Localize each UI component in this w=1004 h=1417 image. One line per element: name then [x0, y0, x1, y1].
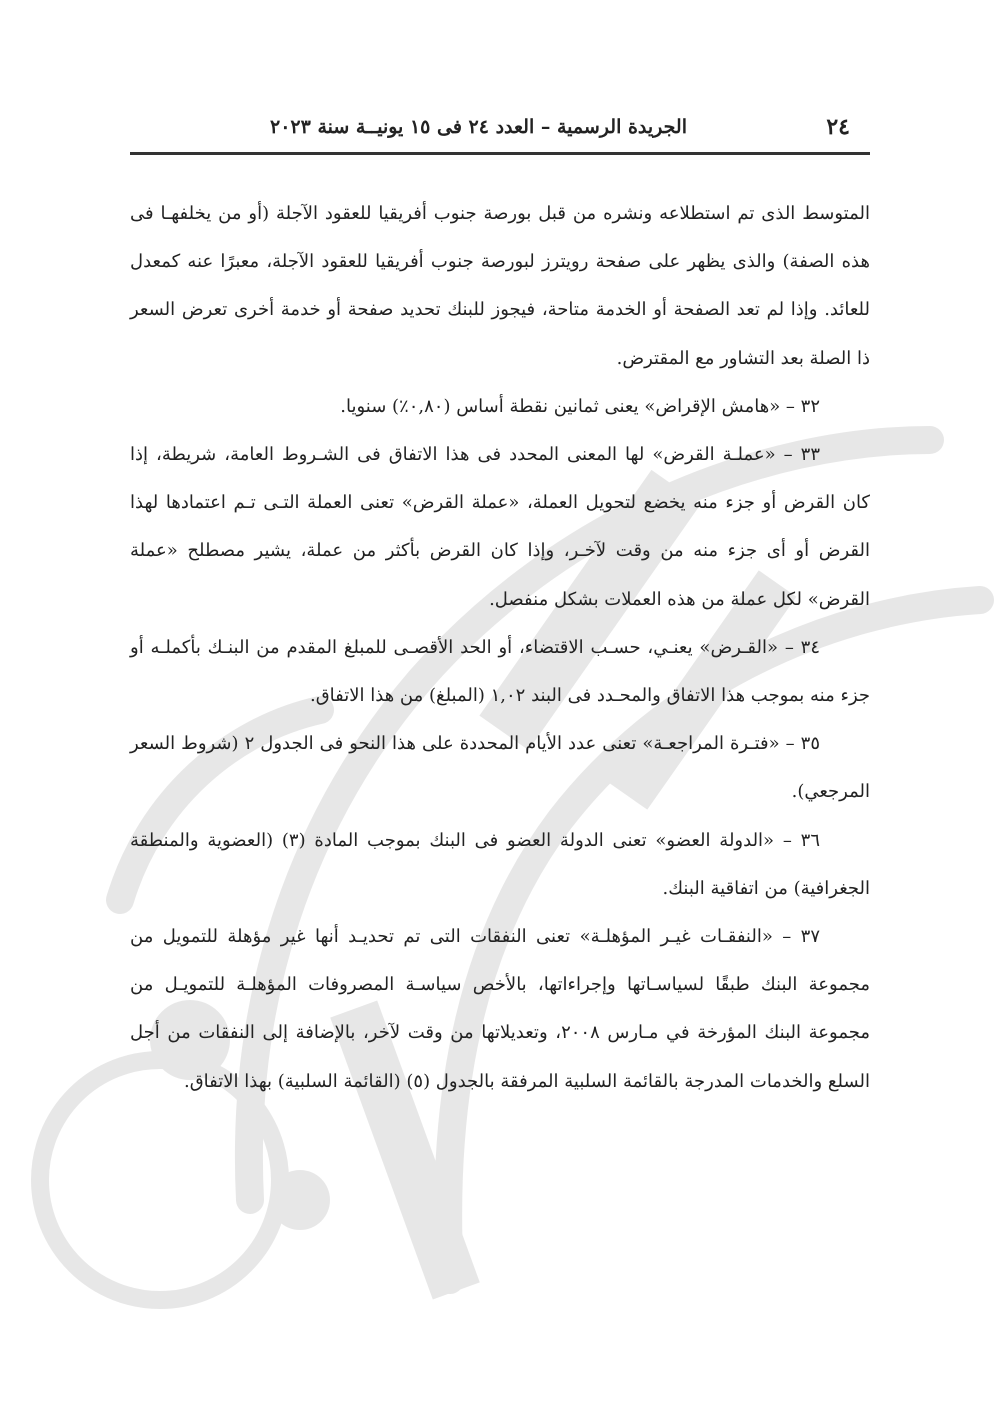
page-header — [130, 114, 870, 148]
definition-36: ٣٦ – «الدولة العضو» تعنى الدولة العضو فى البنك بموجب المادة (٣) (العضوية والمنطقة الجغرافية) من اتفاقية البنك. — [130, 829, 870, 899]
definition-34: ٣٤ – «القـرض» يعنـي، حسـب الاقتضاء، أو الحد الأقصـى للمبلغ المقدم من البنـك بأكملـه أو جزء منه بموجب هذا الاتفاق والمحـدد فى البند ١,٠٢ (المبلغ) من هذا الاتفاق. — [130, 636, 870, 707]
definition-35: ٣٥ – «فتـرة المراجعـة» تعنى عدد الأيام المحددة على هذا النحو فى الجدول ٢ (شروط السعر المرجعي). — [130, 733, 870, 803]
gazette-header-title: الجريدة الرسمية – العدد ٢٤ فى ١٥ يونيــة سنة ٢٠٢٣ — [270, 116, 688, 138]
page-number: ٢٤ — [826, 114, 850, 140]
definition-32: ٣٢ – «هامش الإقراض» يعنى ثمانين نقطة أساس (٠,٨٠٪) سنويا. — [340, 395, 820, 417]
header-divider — [130, 152, 870, 155]
definition-33: ٣٣ – «عملـة القرض» لها المعنى المحدد فى هذا الاتفاق فى الشـروط العامة، شريطة، إذا كان القرض أو جزء منه يخضع لتحويل العملة، «عملة القرض» تعنى العملة التـى تـم اعتمادها لهذا القرض أو أى جزء منه من وقت لآخـر، وإذا كان القرض بأكثر من عملة، يشير مصطلح «عملة القرض» لكل عملة من هذه العملات بشكل منفصل. — [130, 444, 870, 610]
continuation-paragraph: المتوسط الذى تم استطلاعه ونشره من قبل بورصة جنوب أفريقيا للعقود الآجلة (أو من يخلفهـا فى هذه الصفة) والذى يظهر على صفحة رويترز لبورصة جنوب أفريقيا للعقود الآجلة، معبرًا عنه كمعدل للعائد. وإذا لم تعد الصفحة أو الخدمة متاحة، فيجوز للبنك تحديد صفحة أو خدمة أخرى تعرض السعر ذا الصلة بعد التشاور مع المقترض. — [130, 203, 870, 369]
definition-37: ٣٧ – «النفقـات غيـر المؤهلـة» تعنى النفقات التى تم تحديـد أنها غير مؤهلة للتمويل من مجموعة البنك طبقًا لسياسـاتها وإجراءاتها، بالأخص سياسـة المصروفات المؤهلـة للتمويـل من مجموعة البنك المؤرخة في مـارس ٢٠٠٨، وتعديلاتها من وقت لآخر، بالإضافة إلى النفقات من أجل السلع والخدمات المدرجة بالقائمة السلبية المرفقة بالجدول (٥) (القائمة السلبية) بهذا الاتفاق. — [130, 926, 870, 1092]
document-body — [130, 190, 870, 1106]
